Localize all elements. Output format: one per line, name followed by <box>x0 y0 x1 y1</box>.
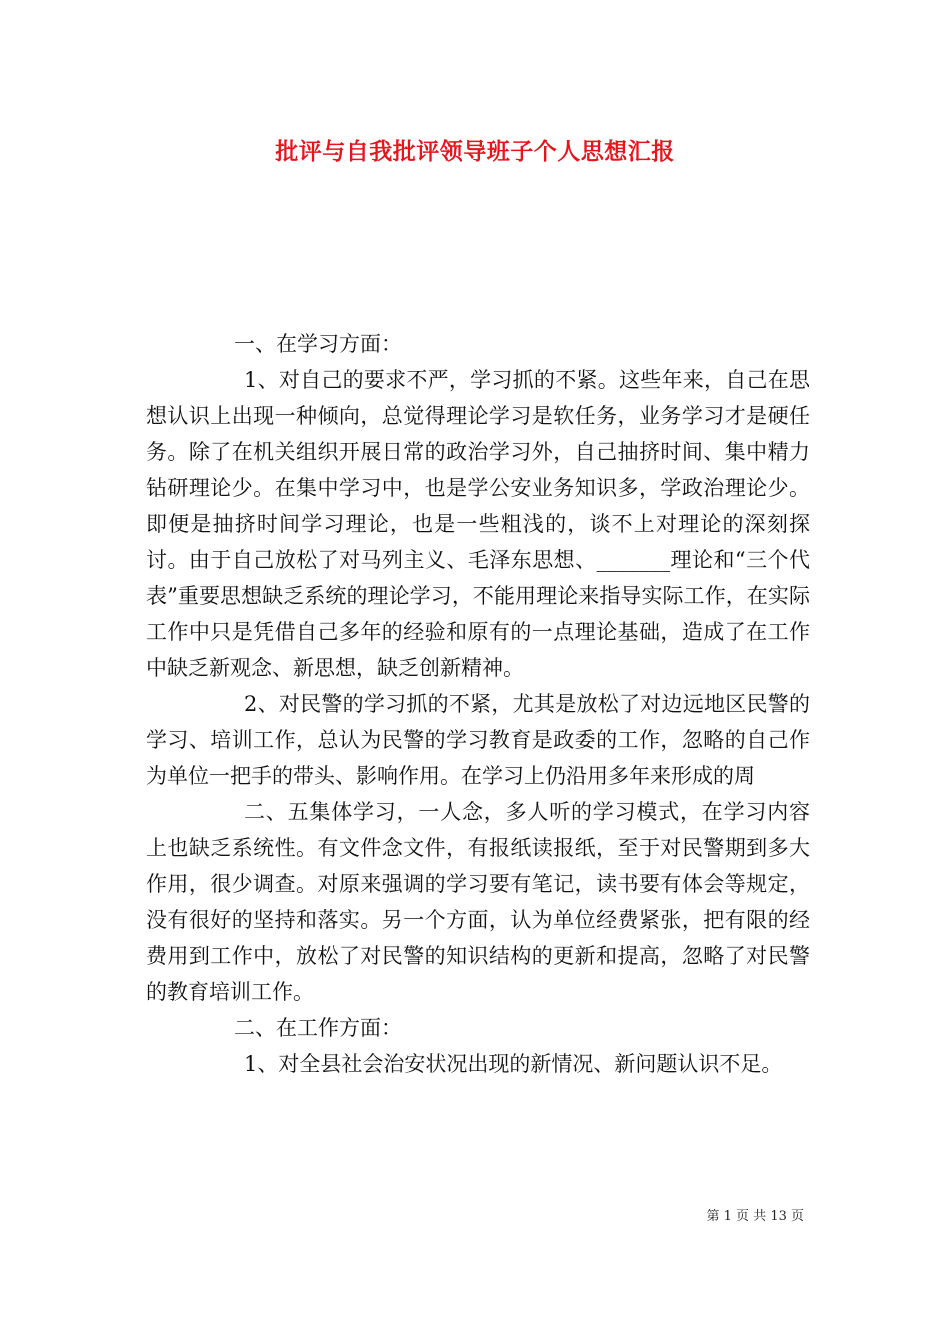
section-heading-work: 二、在工作方面： <box>234 1016 402 1040</box>
document-title: 批评与自我批评领导班子个人思想汇报 <box>275 138 675 165</box>
paragraph-study-item-2: 2、对民警的学习抓的不紧，尤其是放松了对边远地区民警的学习、培训工作，总认为民警的学习教育是政委的工作，忽略的自己作为单位一把手的带头、影响作用。在学习上仍沿用多年来形成的周 <box>146 692 810 788</box>
paragraph-collective-study: 二、五集体学习，一人念，多人听的学习模式，在学习内容上也缺乏系统性。有文件念文件，有报纸读报纸，至于对民警期到多大作用，很少调查。对原来强调的学习要有笔记，读书要有体会等规定，没有很好的坚持和落实。另一个方面，认为单位经费紧张，把有限的经费用到工作中，放松了对民警的知识结构的更新和提高，忽略了对民警的教育培训工作。 <box>146 800 810 1004</box>
paragraph-work-item-1: 1、对全县社会治安状况出现的新情况、新问题认识不足。 <box>244 1052 783 1076</box>
section-heading-study: 一、在学习方面： <box>234 332 402 356</box>
document-body <box>146 326 810 1082</box>
paragraph-study-item-1: 1、对自己的要求不严，学习抓的不紧。这些年来，自己在思想认识上出现一种倾向，总觉得理论学习是软任务，业务学习才是硬任务。除了在机关组织开展日常的政治学习外，自己抽挤时间、集中精力钻研理论少。在集中学习中，也是学公安业务知识多，学政治理论少。即便是抽挤时间学习理论，也是一些粗浅的，谈不上对理论的深刻探讨。由于自己放松了对马列主义、毛泽东思想、_______理论和“三个代表”重要思想缺乏系统的理论学习，不能用理论来指导实际工作，在实际工作中只是凭借自己多年的经验和原有的一点理论基础，造成了在工作中缺乏新观念、新思想，缺乏创新精神。 <box>146 368 810 680</box>
page-number-footer: 第 1 页 共 13 页 <box>706 1209 804 1224</box>
